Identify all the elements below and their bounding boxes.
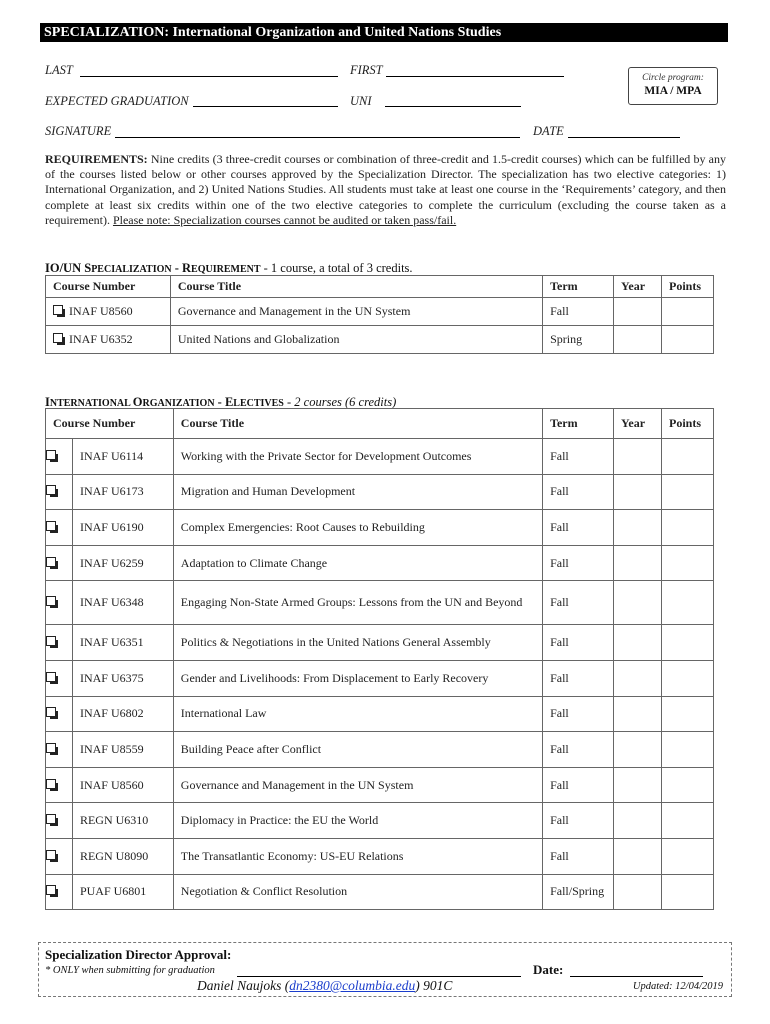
checkbox-cell	[46, 803, 73, 839]
checkbox[interactable]	[46, 557, 56, 567]
course-title-cell: The Transatlantic Economy: US-EU Relations	[173, 838, 542, 874]
signature-field[interactable]	[115, 137, 520, 138]
table-row	[46, 625, 714, 661]
required-courses-table	[45, 275, 714, 354]
course-number-cell: REGN U8090	[72, 838, 173, 874]
points-cell[interactable]	[661, 439, 713, 475]
points-cell[interactable]	[661, 874, 713, 910]
col-year: Year	[614, 276, 662, 298]
year-cell[interactable]	[614, 696, 662, 732]
course-title-cell: Complex Emergencies: Root Causes to Rebuilding	[173, 510, 542, 546]
course-title-cell: Negotiation & Conflict Resolution	[173, 874, 542, 910]
points-cell[interactable]	[661, 803, 713, 839]
col-term: Term	[543, 409, 614, 439]
checkbox[interactable]	[46, 636, 56, 646]
table-row	[46, 298, 714, 326]
date-label: DATE	[533, 124, 564, 138]
checkbox-cell	[46, 874, 73, 910]
director-email-link[interactable]: dn2380@columbia.edu	[289, 978, 416, 993]
checkbox-cell	[46, 696, 73, 732]
table-row	[46, 474, 714, 510]
term-cell: Fall	[543, 625, 614, 661]
checkbox[interactable]	[46, 596, 56, 606]
course-number-cell: INAF U6190	[72, 510, 173, 546]
points-cell[interactable]	[661, 767, 713, 803]
course-number-cell: INAF U6114	[72, 439, 173, 475]
course-number-cell: INAF U8559	[72, 732, 173, 768]
table-row	[46, 439, 714, 475]
checkbox-cell	[46, 660, 73, 696]
course-number-cell: REGN U6310	[72, 803, 173, 839]
elective-courses-table	[45, 408, 714, 910]
points-cell[interactable]	[662, 326, 714, 354]
checkbox-cell	[46, 439, 73, 475]
checkbox-cell	[46, 510, 73, 546]
requirements-note: Please note: Specialization courses cannot be audited or taken pass/fail.	[112, 212, 457, 227]
col-year: Year	[614, 409, 662, 439]
checkbox[interactable]	[46, 521, 56, 531]
course-number-cell: INAF U6352	[46, 326, 171, 354]
director-contact: Daniel Naujoks (dn2380@columbia.edu) 901C	[197, 978, 453, 993]
approval-date-label: Date:	[533, 962, 564, 977]
course-number-cell: INAF U6802	[72, 696, 173, 732]
term-cell: Fall	[543, 545, 614, 581]
points-cell[interactable]	[661, 732, 713, 768]
course-title-cell: Politics & Negotiations in the United Nations General Assembly	[173, 625, 542, 661]
course-title-cell: Gender and Livelihoods: From Displacement to Early Recovery	[173, 660, 542, 696]
term-cell: Fall/Spring	[543, 874, 614, 910]
checkbox[interactable]	[53, 333, 63, 343]
last-name-field[interactable]	[80, 76, 338, 77]
date-field[interactable]	[568, 137, 680, 138]
expected-graduation-field[interactable]	[193, 106, 338, 107]
course-number-cell: INAF U8560	[46, 298, 171, 326]
page-title: SPECIALIZATION: International Organization and United Nations Studies	[40, 23, 728, 42]
checkbox[interactable]	[46, 885, 56, 895]
course-number-cell: INAF U6375	[72, 660, 173, 696]
checkbox[interactable]	[46, 743, 56, 753]
checkbox[interactable]	[46, 485, 56, 495]
term-cell: Fall	[543, 298, 614, 326]
checkbox-cell	[46, 581, 73, 625]
checkbox[interactable]	[46, 707, 56, 717]
course-number-cell: INAF U6348	[72, 581, 173, 625]
course-title-cell: United Nations and Globalization	[170, 326, 542, 354]
required-section-heading: IO/UN SPECIALIZATION - REQUIREMENT - 1 course, a total of 3 credits.	[45, 261, 413, 275]
points-cell[interactable]	[661, 838, 713, 874]
uni-field[interactable]	[385, 106, 521, 107]
course-number-cell: INAF U6351	[72, 625, 173, 661]
course-title-cell: Building Peace after Conflict	[173, 732, 542, 768]
year-cell[interactable]	[614, 838, 662, 874]
program-options[interactable]: MIA / MPA	[644, 85, 702, 97]
points-cell[interactable]	[661, 510, 713, 546]
table-row	[46, 510, 714, 546]
col-term: Term	[543, 276, 614, 298]
checkbox[interactable]	[53, 305, 63, 315]
year-cell[interactable]	[614, 439, 662, 475]
table-row	[46, 545, 714, 581]
checkbox[interactable]	[46, 779, 56, 789]
course-title-cell: Working with the Private Sector for Development Outcomes	[173, 439, 542, 475]
year-cell[interactable]	[614, 510, 662, 546]
requirements-label: REQUIREMENTS:	[45, 152, 148, 166]
year-cell[interactable]	[614, 545, 662, 581]
col-course-title: Course Title	[173, 409, 542, 439]
points-cell[interactable]	[661, 660, 713, 696]
year-cell[interactable]	[614, 767, 662, 803]
program-selector[interactable]	[628, 67, 718, 105]
course-title-cell: Governance and Management in the UN System	[173, 767, 542, 803]
col-course-title: Course Title	[170, 276, 542, 298]
year-cell[interactable]	[614, 474, 662, 510]
course-number-cell: INAF U8560	[72, 767, 173, 803]
points-cell[interactable]	[662, 298, 714, 326]
points-cell[interactable]	[661, 545, 713, 581]
year-cell[interactable]	[614, 732, 662, 768]
course-number-cell: PUAF U6801	[72, 874, 173, 910]
course-number-cell: INAF U6259	[72, 545, 173, 581]
first-name-label: FIRST	[350, 63, 383, 77]
checkbox-cell	[46, 625, 73, 661]
last-name-label: LAST	[45, 63, 73, 77]
program-caption: Circle program:	[642, 73, 704, 83]
year-cell[interactable]	[614, 660, 662, 696]
table-row	[46, 732, 714, 768]
year-cell[interactable]	[614, 803, 662, 839]
table-row	[46, 803, 714, 839]
term-cell: Fall	[543, 767, 614, 803]
course-title-cell: International Law	[173, 696, 542, 732]
expected-graduation-label: EXPECTED GRADUATION	[45, 94, 189, 108]
term-cell: Fall	[543, 803, 614, 839]
term-cell: Fall	[543, 696, 614, 732]
course-number-cell: INAF U6173	[72, 474, 173, 510]
term-cell: Fall	[543, 732, 614, 768]
term-cell: Fall	[543, 439, 614, 475]
director-approval-box	[38, 942, 732, 997]
course-title-cell: Adaptation to Climate Change	[173, 545, 542, 581]
requirements-body: Nine credits (3 three-credit courses or combination of three-credit and 1.5-credit courses) which can be fulfilled by any of the courses listed below or other courses approved by the Specialization Director. The specialization has two elective categories: 1) International Organization, and 2) United Nations Studies. All students must take at least one course in the ‘Requirements’ category, and then complete at least six credits within one of the two elective categories to complete the curriculum (excluding the course taken as a requirement).	[45, 152, 726, 227]
signature-label: SIGNATURE	[45, 124, 112, 138]
uni-label: UNI	[350, 94, 372, 108]
table-row	[46, 696, 714, 732]
checkbox-cell	[46, 545, 73, 581]
year-cell[interactable]	[614, 581, 662, 625]
table-row	[46, 581, 714, 625]
course-title-cell: Engaging Non-State Armed Groups: Lessons from the UN and Beyond	[173, 581, 542, 625]
course-title-cell: Migration and Human Development	[173, 474, 542, 510]
col-course-number: Course Number	[46, 276, 171, 298]
electives-section-heading: INTERNATIONAL ORGANIZATION - ELECTIVES - 2 courses (6 credits)	[45, 395, 397, 409]
points-cell[interactable]	[661, 474, 713, 510]
table-row	[46, 838, 714, 874]
director-signature-field[interactable]	[237, 976, 521, 977]
checkbox[interactable]	[46, 814, 56, 824]
term-cell: Fall	[543, 838, 614, 874]
checkbox-cell	[46, 474, 73, 510]
col-points: Points	[662, 276, 714, 298]
course-title-cell: Diplomacy in Practice: the EU the World	[173, 803, 542, 839]
points-cell[interactable]	[661, 581, 713, 625]
table-row	[46, 660, 714, 696]
requirements-text	[45, 152, 726, 228]
col-points: Points	[661, 409, 713, 439]
approval-note: * ONLY when submitting for graduation	[45, 965, 215, 976]
updated-date: Updated: 12/04/2019	[632, 981, 723, 992]
table-row	[46, 326, 714, 354]
term-cell: Fall	[543, 510, 614, 546]
table-row	[46, 767, 714, 803]
checkbox[interactable]	[46, 450, 56, 460]
checkbox-cell	[46, 767, 73, 803]
year-cell[interactable]	[614, 298, 662, 326]
first-name-field[interactable]	[386, 76, 564, 77]
table-row	[46, 874, 714, 910]
term-cell: Spring	[543, 326, 614, 354]
course-title-cell: Governance and Management in the UN System	[170, 298, 542, 326]
year-cell[interactable]	[614, 326, 662, 354]
year-cell[interactable]	[614, 874, 662, 910]
points-cell[interactable]	[661, 625, 713, 661]
approval-title: Specialization Director Approval:	[45, 947, 232, 962]
term-cell: Fall	[543, 660, 614, 696]
checkbox-cell	[46, 732, 73, 768]
year-cell[interactable]	[614, 625, 662, 661]
points-cell[interactable]	[661, 696, 713, 732]
col-course-number: Course Number	[46, 409, 174, 439]
checkbox-cell	[46, 838, 73, 874]
term-cell: Fall	[543, 474, 614, 510]
checkbox[interactable]	[46, 850, 56, 860]
approval-date-field[interactable]	[570, 976, 703, 977]
checkbox[interactable]	[46, 672, 56, 682]
term-cell: Fall	[543, 581, 614, 625]
